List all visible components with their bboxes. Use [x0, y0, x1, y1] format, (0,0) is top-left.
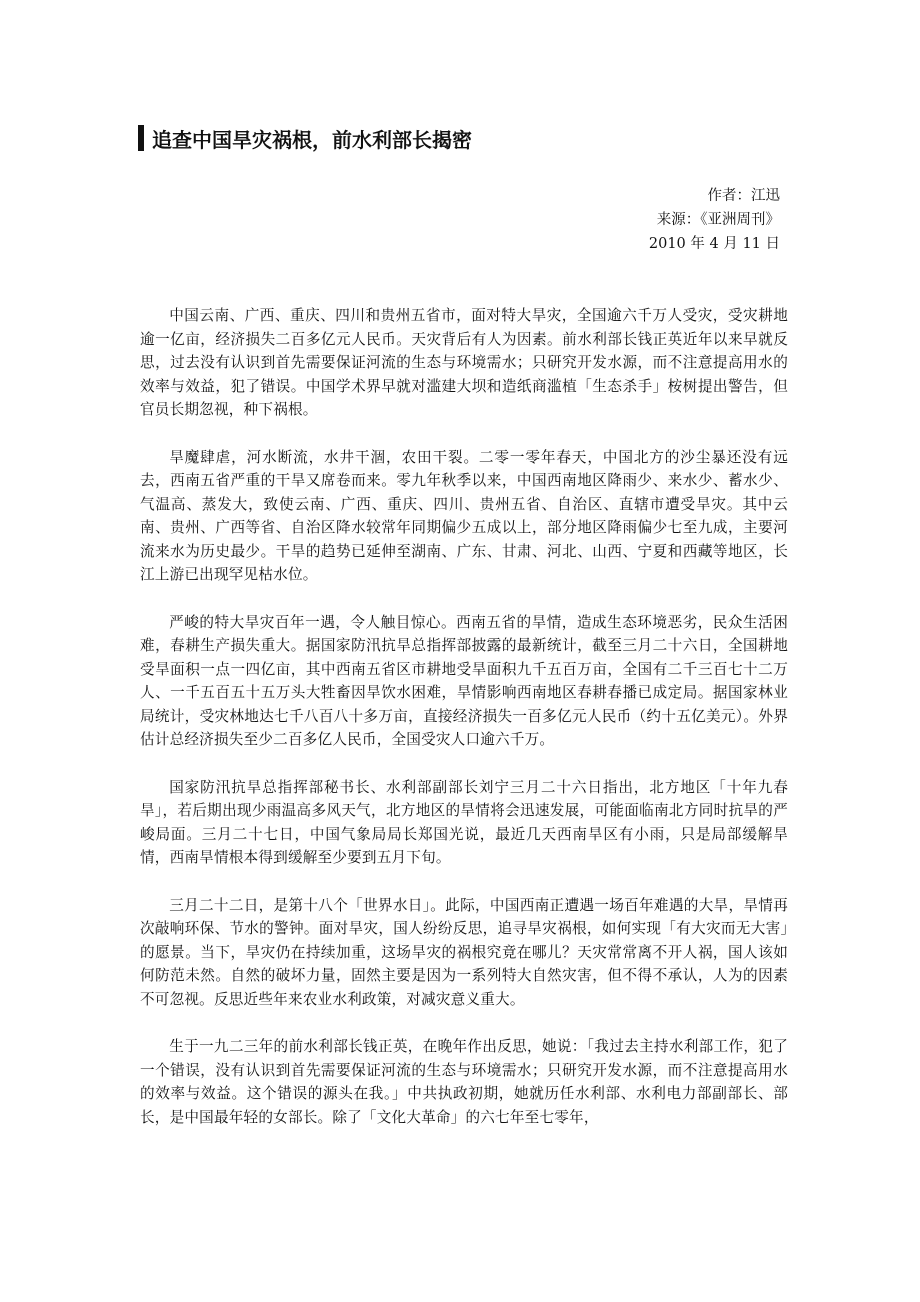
paragraph: 生于一九二三年的前水利部长钱正英，在晚年作出反思，她说：「我过去主持水利部工作，犯了一个错误，没有认识到首先需要保证河流的生态与环境需水；只研究开发水源，而不注意提高用水的效率与效益。这个错误的源头在我。」中共执政初期，她就历任水利部、水利电力部副部长、部长，是中国最年轻的女部长。除了「文化大革命」的六七年至七零年， — [140, 1038, 788, 1126]
paragraph: 严峻的特大旱灾百年一遇，令人触目惊心。西南五省的旱情，造成生态环境恶劣，民众生活困难，春耕生产损失重大。据国家防汛抗旱总指挥部披露的最新统计，截至三月二十六日，全国耕地受旱面积一点一四亿亩，其中西南五省区市耕地受旱面积九千五百万亩，全国有二千三百七十二万人、一千五百五十五万头大牲畜因旱饮水困难，旱情影响西南地区春耕春播已成定局。据国家林业局统计，受灾林地达七千八百八十多万亩，直接经济损失一百多亿元人民币（约十五亿美元）。外界估计总经济损失至少二百多亿人民币，全国受灾人口逾六千万。 — [140, 613, 788, 748]
paragraph: 旱魔肆虐，河水断流，水井干涸，农田干裂。二零一零年春天，中国北方的沙尘暴还没有远去，西南五省严重的干旱又席卷而来。零九年秋季以来，中国西南地区降雨少、来水少、蓄水少、气温高、蒸发大，致使云南、广西、重庆、四川、贵州五省、自治区、直辖市遭受旱灾。其中云南、贵州、广西等省、自治区降水较常年同期偏少五成以上，部分地区降雨偏少七至九成，主要河流来水为历史最少。干旱的趋势已延伸至湖南、广东、甘肃、河北、山西、宁夏和西藏等地区，长江上游已出现罕见枯水位。 — [140, 448, 788, 583]
paragraph: 中国云南、广西、重庆、四川和贵州五省市，面对特大旱灾，全国逾六千万人受灾，受灾耕地逾一亿亩，经济损失二百多亿元人民币。天灾背后有人为因素。前水利部长钱正英近年以来早就反思，过去没有认识到首先需要保证河流的生态与环境需水；只研究开发水源，而不注意提高用水的效率与效益，犯了错误。中国学术界早就对滥建大坝和造纸商滥植「生态杀手」桉树提出警告，但官员长期忽视，种下祸根。 — [140, 307, 788, 418]
title-marker-bar — [138, 125, 144, 151]
author-line: 作者：江迅 — [707, 188, 780, 204]
article-body — [140, 304, 788, 1153]
paragraph: 三月二十二日，是第十八个「世界水日」。此际，中国西南正遭遇一场百年难遇的大旱，旱情再次敲响环保、节水的警钟。面对旱灾，国人纷纷反思，追寻旱灾祸根，如何实现「有大灾而无大害」的愿景。当下，旱灾仍在持续加重，这场旱灾的祸根究竟在哪儿？天灾常常离不开人祸，国人该如何防范未然。自然的破坏力量，固然主要是因为一系列特大自然灾害，但不得不承认，人为的因素不可忽视。反思近些年来农业水利政策，对减灾意义重大。 — [140, 896, 788, 1008]
source-line: 来源：《亚洲周刊》 — [656, 212, 780, 228]
article-title — [138, 124, 472, 152]
paragraph: 国家防汛抗旱总指挥部秘书长、水利部副部长刘宁三月二十六日指出，北方地区「十年九春旱」，若后期出现少雨温高多风天气，北方地区的旱情将会迅速发展，可能面临南北方同时抗旱的严峻局面。三月二十七日，中国气象局局长郑国光说，最近几天西南旱区有小雨，只是局部缓解旱情，西南旱情根本得到缓解至少要到五月下旬。 — [140, 778, 788, 866]
date-line: 2010 年 4 月 11 日 — [648, 236, 780, 252]
article-title-text: 追查中国旱灾祸根，前水利部长揭密 — [152, 127, 472, 152]
article-meta — [380, 184, 780, 256]
